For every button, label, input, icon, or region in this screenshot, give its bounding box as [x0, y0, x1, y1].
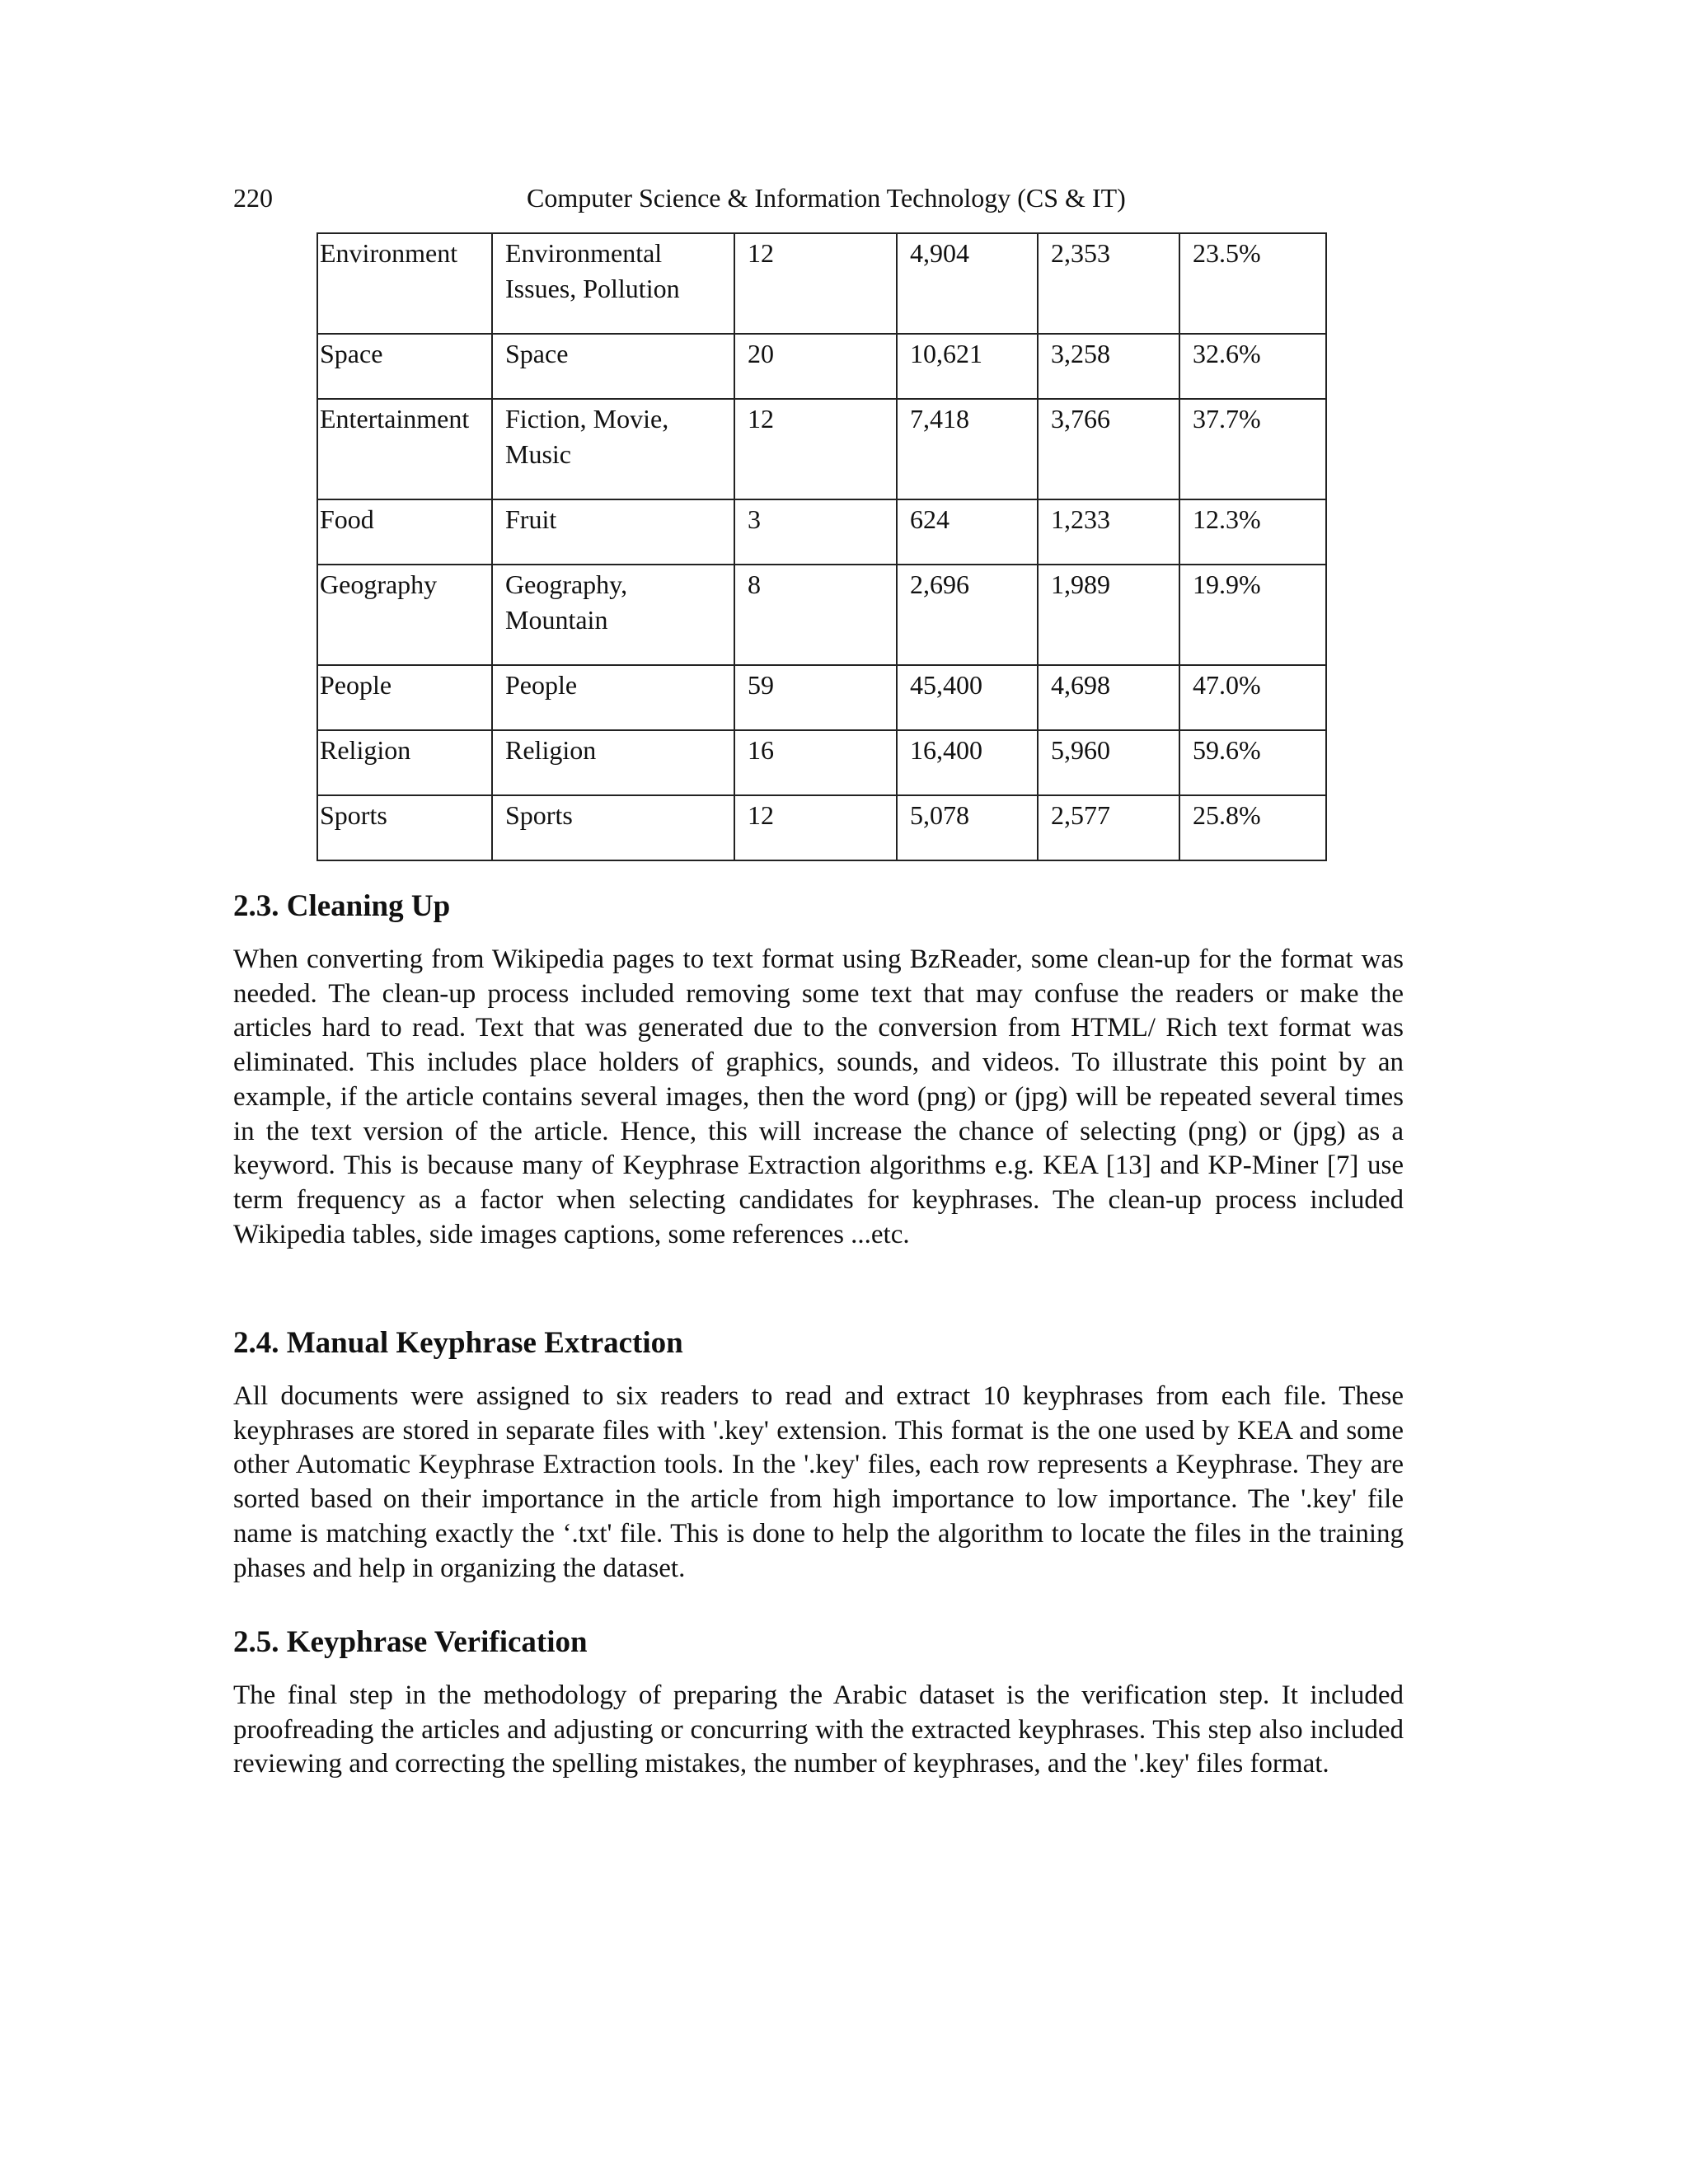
running-title: Computer Science & Information Technology (CS & IT) — [527, 183, 1126, 213]
table-row — [317, 665, 1326, 730]
table-cell: Fruit — [492, 499, 734, 565]
table-cell: 624 — [897, 499, 1038, 565]
table-cell: 1,989 — [1038, 565, 1179, 665]
section-body: All documents were assigned to six readers to read and extract 10 keyphrases from each file. These keyphrases are stored in separate files with '.key' extension. This format is the one used by KEA and some other Automatic Keyphrase Extraction tools. In the '.key' files, each row represents a Keyphrase. They are sorted based on their importance in the article from high importance to low importance. The '.key' file name is matching exactly the ‘.txt' file. This is done to help the algorithm to locate the files in the training phases and help in organizing the dataset. — [233, 1381, 1404, 1583]
section-heading: 2.4. Manual Keyphrase Extraction — [233, 1326, 683, 1360]
table-cell: 16,400 — [897, 730, 1038, 795]
table-row — [317, 233, 1326, 334]
section-heading: 2.5. Keyphrase Verification — [233, 1625, 588, 1659]
table-cell: People — [492, 665, 734, 730]
table-cell: 19.9% — [1179, 565, 1326, 665]
table-cell: 5,960 — [1038, 730, 1179, 795]
table-cell: 8 — [734, 565, 897, 665]
table-cell: 10,621 — [897, 334, 1038, 399]
table-cell: 59 — [734, 665, 897, 730]
table-cell: 2,696 — [897, 565, 1038, 665]
table-cell: Space — [492, 334, 734, 399]
table-cell: Religion — [317, 730, 492, 795]
section-keyphrase-verification — [233, 1624, 1404, 1782]
section-heading: 2.3. Cleaning Up — [233, 889, 451, 923]
table-cell: 45,400 — [897, 665, 1038, 730]
table-cell: Entertainment — [317, 399, 492, 499]
table-cell: Fiction, Movie, Music — [492, 399, 734, 499]
table-cell: 32.6% — [1179, 334, 1326, 399]
table-row — [317, 795, 1326, 860]
section-body: The final step in the methodology of preparing the Arabic dataset is the verification step. It included proofreading the articles and adjusting or concurring with the extracted keyphrases. This step also included reviewing and correcting the spelling mistakes, the number of keyphrases, and the '.key' files format. — [233, 1680, 1404, 1779]
section-manual-keyphrase-extraction — [233, 1325, 1404, 1586]
table-cell: 5,078 — [897, 795, 1038, 860]
table-cell: 23.5% — [1179, 233, 1326, 334]
table-row — [317, 334, 1326, 399]
table-row — [317, 499, 1326, 565]
table-row — [317, 399, 1326, 499]
table-cell: 3,766 — [1038, 399, 1179, 499]
page-header — [233, 183, 1437, 219]
table-row — [317, 730, 1326, 795]
section-cleaning-up — [233, 888, 1404, 1252]
table-cell: Sports — [317, 795, 492, 860]
category-table — [316, 232, 1327, 861]
table-row — [317, 565, 1326, 665]
table-cell: People — [317, 665, 492, 730]
table-cell: 47.0% — [1179, 665, 1326, 730]
table-cell: Religion — [492, 730, 734, 795]
table-cell: Sports — [492, 795, 734, 860]
table-cell: 59.6% — [1179, 730, 1326, 795]
table-cell: Geography — [317, 565, 492, 665]
table-cell: 12 — [734, 795, 897, 860]
table-cell: 3 — [734, 499, 897, 565]
table-cell: 4,698 — [1038, 665, 1179, 730]
table-cell: Space — [317, 334, 492, 399]
section-body: When converting from Wikipedia pages to text format using BzReader, some clean-up for the format was needed. The clean-up process included removing some text that may confuse the readers or make the articles hard to read. Text that was generated due to the conversion from HTML/ Rich text format was eliminated. This includes place holders of graphics, sounds, and videos. To illustrate this point by an example, if the article contains several images, then the word (png) or (jpg) will be repeated several times in the text version of the article. Hence, this will increase the chance of selecting (png) or (jpg) as a keyword. This is because many of Keyphrase Extraction algorithms e.g. KEA [13] and KP-Miner [7] use term frequency as a factor when selecting candidates for keyphrases. The clean-up process included Wikipedia tables, side images captions, some references ...etc. — [233, 944, 1404, 1249]
page-number: 220 — [233, 183, 273, 213]
table-cell: 4,904 — [897, 233, 1038, 334]
table-cell: 1,233 — [1038, 499, 1179, 565]
table-cell: 12 — [734, 399, 897, 499]
table-cell: 37.7% — [1179, 399, 1326, 499]
table-cell: Environment — [317, 233, 492, 334]
table-cell: 20 — [734, 334, 897, 399]
table-cell: 2,577 — [1038, 795, 1179, 860]
table-cell: 12 — [734, 233, 897, 334]
table-cell: 12.3% — [1179, 499, 1326, 565]
table-cell: 16 — [734, 730, 897, 795]
table-cell: 3,258 — [1038, 334, 1179, 399]
table-cell: 25.8% — [1179, 795, 1326, 860]
table-cell: 7,418 — [897, 399, 1038, 499]
table-cell: 2,353 — [1038, 233, 1179, 334]
table-cell: Food — [317, 499, 492, 565]
table-cell: Environmental Issues, Pollution — [492, 233, 734, 334]
table-cell: Geography, Mountain — [492, 565, 734, 665]
